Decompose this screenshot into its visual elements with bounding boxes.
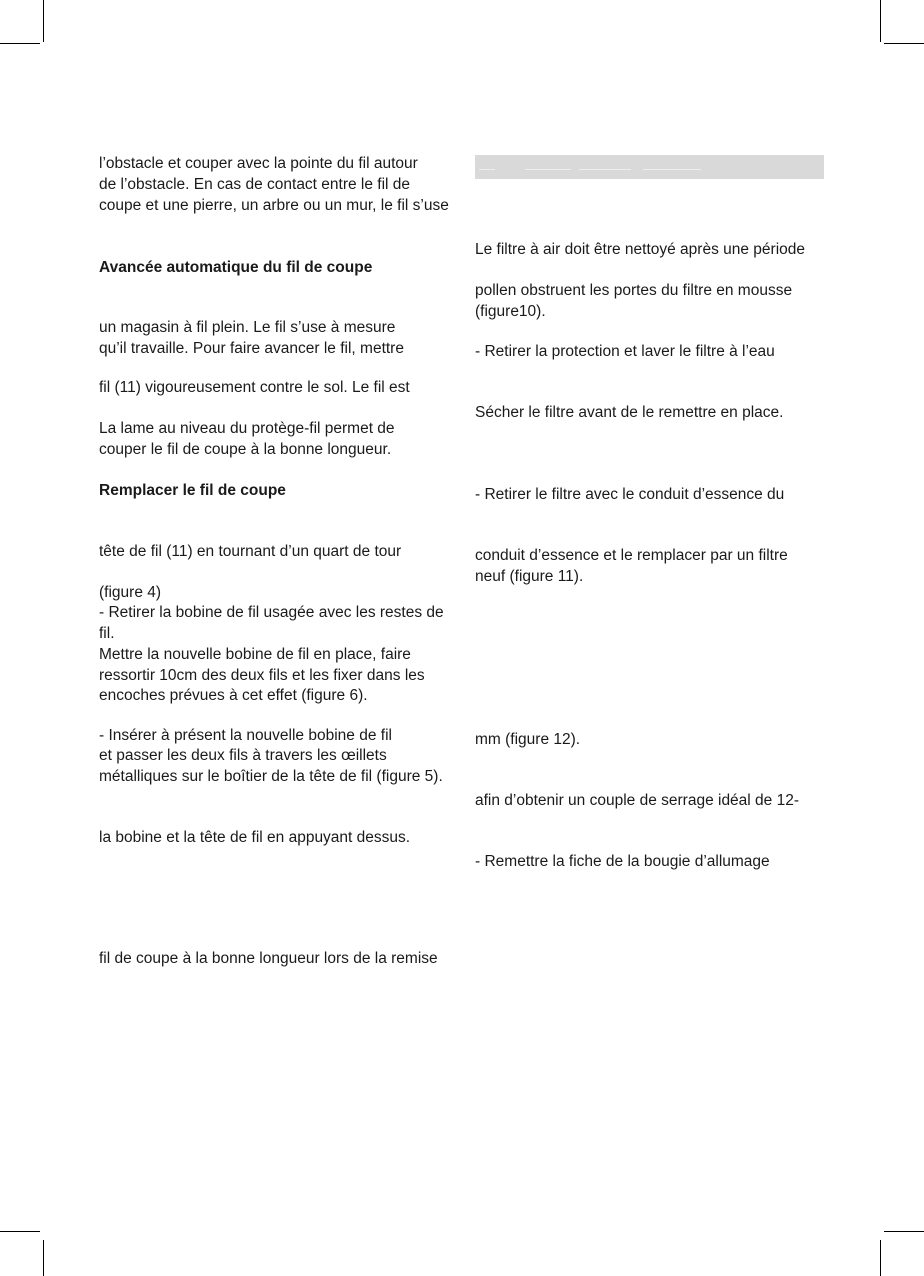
right-para8: afin d’obtenir un couple de serrage idéal de 12- [475, 792, 800, 809]
right-para7: mm (figure 12). [475, 731, 581, 748]
section-header-bar [475, 155, 824, 179]
right-para1: Le filtre à air doit être nettoyé après une période [475, 241, 806, 258]
heading-replace-line: Remplacer le fil de coupe [99, 482, 286, 499]
left-para5: tête de fil (11) en tournant d’un quart de tour [99, 543, 402, 560]
right-para5: - Retirer le filtre avec le conduit d’essence du [475, 486, 785, 503]
right-para4: Sécher le filtre avant de le remettre en place. [475, 404, 784, 421]
left-para6-line2: - Retirer la bobine de fil usagée avec les restes de [99, 604, 444, 621]
left-para6-line5: ressortir 10cm des deux fils et les fixer dans les [99, 667, 425, 684]
right-para2-line1: pollen obstruent les portes du filtre en mousse [475, 282, 793, 299]
left-para2-line1: un magasin à fil plein. Le fil s’use à mesure [99, 319, 396, 336]
right-para3: - Retirer la protection et laver le filtre à l’eau [475, 343, 775, 360]
left-para6-line3: fil. [99, 625, 115, 642]
right-para2-line2: (figure10). [475, 303, 546, 320]
crop-mark-top-right-vertical [880, 0, 881, 42]
left-para6-line4: Mettre la nouvelle bobine de fil en place, faire [99, 646, 411, 663]
left-para3: fil (11) vigoureusement contre le sol. Le fil est [99, 379, 410, 396]
right-para6-line2: neuf (figure 11). [475, 568, 584, 585]
left-para7-line1: - Insérer à présent la nouvelle bobine de fil [99, 727, 392, 744]
crop-mark-bottom-left-horizontal [0, 1231, 40, 1232]
left-para7-line2: et passer les deux fils à travers les œillets [99, 747, 387, 764]
left-para6-line1: (figure 4) [99, 584, 162, 601]
crop-mark-bottom-right-horizontal [884, 1231, 924, 1232]
left-para6-line6: encoches prévues à cet effet (figure 6). [99, 687, 368, 704]
crop-mark-bottom-right-vertical [880, 1240, 881, 1276]
right-para6-line1: conduit d’essence et le remplacer par un filtre [475, 547, 788, 564]
crop-mark-top-right-horizontal [884, 43, 924, 44]
crop-mark-bottom-left-vertical [43, 1240, 44, 1276]
left-para4-line2: couper le fil de coupe à la bonne longueur. [99, 441, 392, 458]
left-para9: fil de coupe à la bonne longueur lors de la remise [99, 950, 438, 967]
left-para1-line2: de l’obstacle. En cas de contact entre le fil de [99, 176, 411, 193]
crop-mark-top-left-vertical [43, 0, 44, 42]
left-para1-line1: l’obstacle et couper avec la pointe du fil autour [99, 155, 418, 172]
crop-mark-top-left-horizontal [0, 43, 40, 44]
right-para9: - Remettre la fiche de la bougie d’allumage [475, 853, 770, 870]
left-para1-line3: coupe et une pierre, un arbre ou un mur, le fil s’use [99, 197, 449, 214]
left-para2-line2: qu’il travaille. Pour faire avancer le fil, mettre [99, 340, 404, 357]
left-para4-line1: La lame au niveau du protège-fil permet de [99, 420, 395, 437]
left-para8: la bobine et la tête de fil en appuyant dessus. [99, 829, 411, 846]
left-para7-line3: métalliques sur le boîtier de la tête de fil (figure 5). [99, 768, 443, 785]
heading-auto-feed: Avancée automatique du fil de coupe [99, 259, 373, 276]
